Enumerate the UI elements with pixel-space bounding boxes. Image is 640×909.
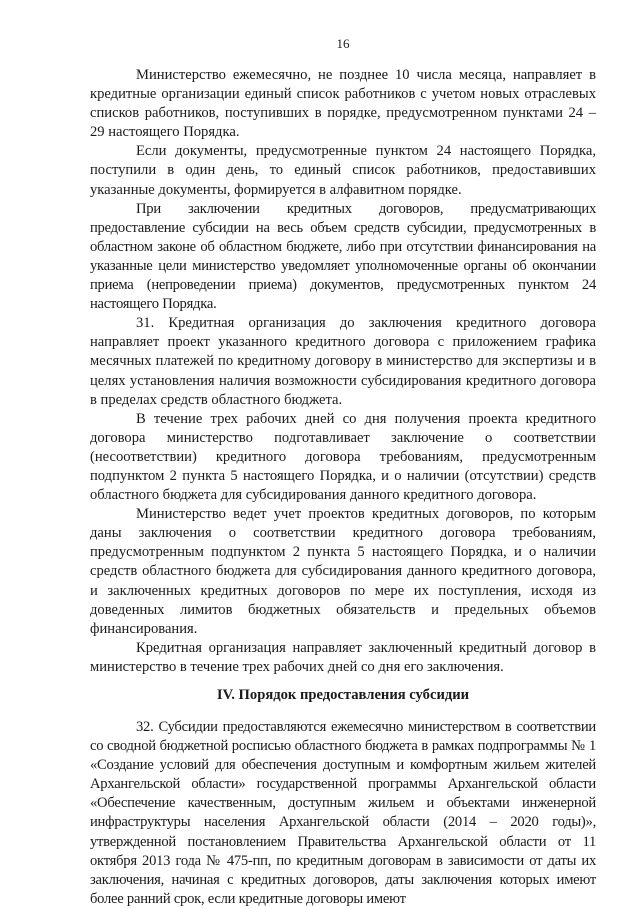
paragraph-three-days-conclusion: В течение трех рабочих дней со дня получения проекта кредитного договора министерство подготавливает заключение о соответствии (несоответствии) кредитного договора требованиям, предусмотренным подпунктом 2 пункта 5 настоящего Порядка, и о наличии (отсутствии) средств областного бюджета для субсидирования данного кредитного договора. <box>90 410 596 504</box>
document-page <box>90 36 596 909</box>
paragraph-monthly-list: Министерство ежемесячно, не позднее 10 числа месяца, направляет в кредитные организации единый список работников с учетом новых отраслевых списков работников, поступивших в порядке, предусмотренном пунктами 24 – 29 настоящего Порядка. <box>90 67 596 141</box>
paragraph-same-day-documents: Если документы, предусмотренные пунктом 24 настоящего Порядка, поступили в один день, то единый список работников, предоставивших указанные документы, формируется в алфавитном порядке. <box>90 143 596 198</box>
page-number: 16 <box>336 36 350 51</box>
paragraph-ministry-records: Министерство ведет учет проектов кредитных договоров, по которым даны заключения о соответствии кредитного договора требованиям, предусмотренным подпунктом 2 пункта 5 настоящего Порядка, и о наличии средств областного бюджета для субсидирования данного кредитного договора, и заключенных кредитных договоров по мере их поступления, исходя из доведенных лимитов бюджетных обязательств и предельных объемов финансирования. <box>90 506 596 637</box>
section-heading: IV. Порядок предоставления субсидии <box>216 687 470 703</box>
paragraph-end-of-acceptance: При заключении кредитных договоров, предусматривающих предоставление субсидии на весь объем средств субсидии, предусмотренных в областном законе об областном бюджете, либо при отсутствии финансирования на указанные цели министерство уведомляет уполномоченные органы об окончании приема (непроведении приема) документов, предусмотренных пунктом 24 настоящего Порядка. <box>90 200 596 313</box>
paragraph-item-32: 32. Субсидии предоставляются ежемесячно министерством в соответствии со сводной бюджетной росписью областного бюджета в рамках подпрограммы № 1 «Создание условий для обеспечения доступным и комфортным жильем жителей Архангельской области» государственной программы Архангельской области «Обеспечение качественным, доступным жильем и объектами инженерной инфраструктуры населения Архангельской области (2014 – 2020 годы)», утвержденной постановлением Правительства Архангельской области от 11 октября 2013 года № 475-пп, по кредитным договорам в зависимости от даты их заключения, начиная с кредитных договоров, даты заключения которых имеют более ранний срок, если кредитные договоры имеют <box>90 719 596 907</box>
paragraph-credit-org-sends: Кредитная организация направляет заключенный кредитный договор в министерство в течение трех рабочих дней со дня его заключения. <box>90 639 596 675</box>
paragraph-item-31: 31. Кредитная организация до заключения кредитного договора направляет проект указанного кредитного договора с приложением графика месячных платежей по кредитному договору в министерство для экспертизы и в целях установления наличия возможности субсидирования кредитного договора в пределах средств областного бюджета. <box>90 315 596 408</box>
